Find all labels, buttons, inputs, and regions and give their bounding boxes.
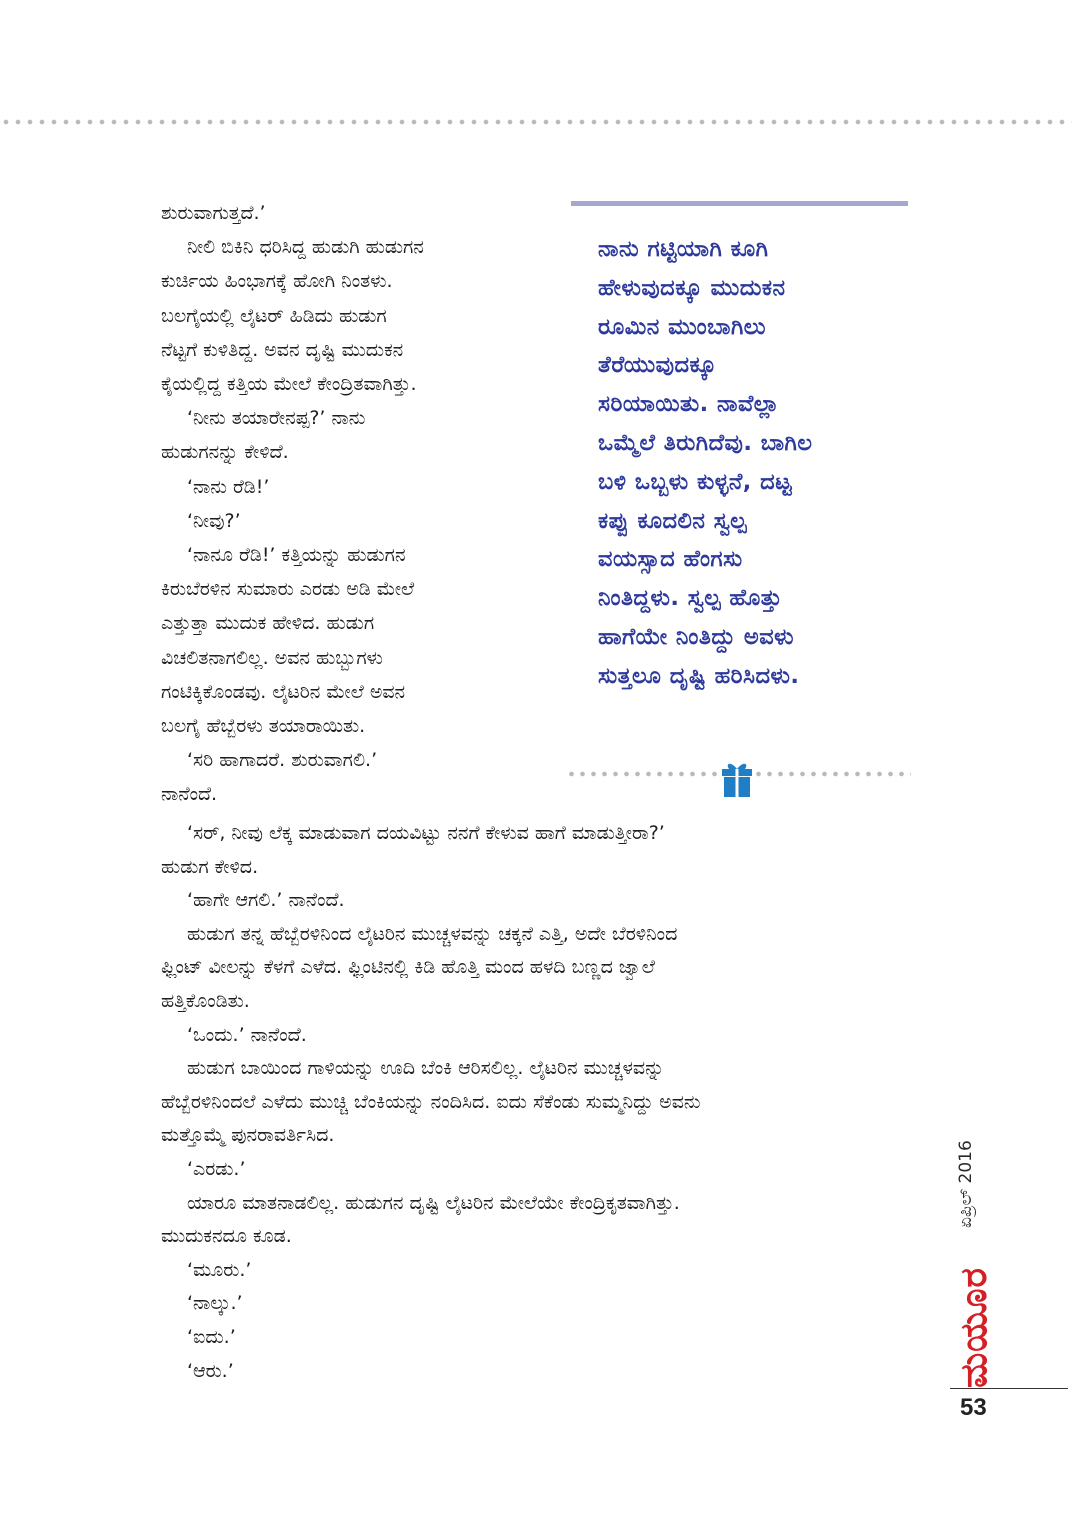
gift-box-icon	[720, 760, 754, 798]
pull-quote-rule	[571, 201, 908, 206]
body-text-line: ಗಂಟಿಕ್ಕಿಕೊಂಡವು. ಲೈಟರಿನ ಮೇಲೆ ಅವನ	[161, 680, 406, 703]
page-number-rule	[950, 1388, 1068, 1389]
body-text-line: ‘ನೀನು ತಯಾರೇನಪ್ಪ?’ ನಾನು	[187, 407, 366, 430]
body-text-line: ಮತ್ತೊಮ್ಮೆ ಪುನರಾವರ್ತಿಸಿದ.	[161, 1124, 335, 1147]
pull-quote-line: ಬಳಿ ಒಬ್ಬಳು ಕುಳ್ಳನೆ, ದಟ್ಟ	[598, 468, 793, 495]
body-text-line: ಮುದುಕನದೂ ಕೂಡ.	[161, 1225, 292, 1248]
pull-quote-line: ಹಾಗೆಯೇ ನಿಂತಿದ್ದು ಅವಳು	[598, 623, 795, 650]
full-width-text	[161, 817, 921, 1388]
pull-quote-line: ಸರಿಯಾಯಿತು. ನಾವೆಲ್ಲಾ	[598, 391, 780, 418]
body-text-line: ಕುರ್ಚಿಯ ಹಿಂಭಾಗಕ್ಕೆ ಹೋಗಿ ನಿಂತಳು.	[161, 270, 393, 293]
body-text-line: ಎತ್ತುತ್ತಾ ಮುದುಕ ಹೇಳಿದ. ಹುಡುಗ	[161, 612, 375, 635]
body-text-line: ಕಿರುಬೆರಳಿನ ಸುಮಾರು ಎರಡು ಅಡಿ ಮೇಲೆ	[161, 578, 415, 601]
body-text-line: ನೀಲಿ ಬಿಕಿನಿ ಧರಿಸಿದ್ದ ಹುಡುಗಿ ಹುಡುಗನ	[187, 236, 424, 259]
body-text-line: ಫ್ಲಿಂಟ್ ವೀಲನ್ನು ಕೆಳಗೆ ಎಳೆದ. ಫ್ಲಿಂಟಿನಲ್ಲಿ ಕಿಡಿ ಹೊತ್ತಿ ಮಂದ ಹಳದಿ ಬಣ್ಣದ ಜ್ವಾಲೆ	[161, 956, 655, 979]
pull-quote-line: ಒಮ್ಮೆಲೆ ತಿರುಗಿದೆವು. ಬಾಗಿಲ	[598, 429, 813, 456]
body-text-line: ಕೈಯಲ್ಲಿದ್ದ ಕತ್ತಿಯ ಮೇಲೆ ಕೇಂದ್ರಿತವಾಗಿತ್ತು.	[161, 373, 417, 396]
left-column-text	[161, 196, 561, 812]
body-text-line: ‘ನಾನೂ ರೆಡಿ!’ ಕತ್ತಿಯನ್ನು ಹುಡುಗನ	[187, 544, 406, 567]
body-text-line: ‘ಒಂದು.’ ನಾನೆಂದೆ.	[187, 1023, 307, 1046]
body-text-line: ‘ಎರಡು.’	[187, 1157, 246, 1180]
body-text-line: ಹುಡುಗ ಬಾಯಿಂದ ಗಾಳಿಯನ್ನು ಊದಿ ಬೆಂಕಿ ಆರಿಸಲಿಲ್ಲ. ಲೈಟರಿನ ಮುಚ್ಚಳವನ್ನು	[187, 1057, 665, 1080]
body-text-line: ಹೆಬ್ಬೆರಳಿನಿಂದಲೆ ಎಳೆದು ಮುಚ್ಚಿ ಬೆಂಕಿಯನ್ನು ನಂದಿಸಿದ. ಐದು ಸೆಕೆಂಡು ಸುಮ್ಮನಿದ್ದು ಅವನು	[161, 1090, 701, 1113]
pull-quote	[598, 230, 918, 696]
body-text-line: ಬಲಗೈಯಲ್ಲಿ ಲೈಟರ್ ಹಿಡಿದು ಹುಡುಗ	[161, 304, 387, 327]
body-text-line: ‘ಐದು.’	[187, 1325, 236, 1348]
pull-quote-line: ಕಪ್ಪು ಕೂದಲಿನ ಸ್ವಲ್ಪ	[598, 507, 747, 534]
body-text-line: ಹುಡುಗನನ್ನು ಕೇಳಿದೆ.	[161, 441, 289, 464]
body-text-line: ಬಲಗೈ ಹೆಬ್ಬೆರಳು ತಯಾರಾಯಿತು.	[161, 715, 366, 738]
pull-quote-line: ರೂಮಿನ ಮುಂಬಾಗಿಲು	[598, 313, 766, 340]
pull-quote-line: ಹೇಳುವುದಕ್ಕೂ ಮುದುಕನ	[598, 274, 786, 301]
body-text-line: ಶುರುವಾಗುತ್ತದೆ.’	[161, 202, 266, 224]
body-text-line: ‘ನಾನು ರೆಡಿ!’	[187, 475, 270, 498]
body-text-line: ನಾನೆಂದೆ.	[161, 783, 218, 806]
pull-quote-line: ತೆರೆಯುವುದಕ್ಕೂ	[598, 352, 717, 379]
body-text-line: ಹತ್ತಿಕೊಂಡಿತು.	[161, 989, 250, 1012]
top-dotted-rule	[0, 118, 1072, 126]
body-text-line: ‘ಮೂರು.’	[187, 1258, 252, 1281]
magazine-logo: ಮಯೂರ	[952, 1267, 995, 1388]
body-text-line: ಹುಡುಗ ತನ್ನ ಹೆಬ್ಬೆರಳಿನಿಂದ ಲೈಟರಿನ ಮುಚ್ಚಳವನ್ನು ಚಕ್ಕನೆ ಎತ್ತಿ, ಅದೇ ಬೆರಳಿನಿಂದ	[187, 922, 678, 945]
issue-date: ಏಪ್ರಿಲ್ 2016	[956, 1140, 976, 1228]
body-text-line: ‘ನಾಲ್ಕು.’	[187, 1292, 243, 1315]
body-text-line: ಹುಡುಗ ಕೇಳಿದ.	[161, 855, 259, 878]
pull-quote-line: ಸುತ್ತಲೂ ದೃಷ್ಟಿ ಹರಿಸಿದಳು.	[598, 662, 800, 689]
body-text-line: ‘ಸರಿ ಹಾಗಾದರೆ. ಶುರುವಾಗಲಿ.’	[187, 749, 378, 772]
pull-quote-line: ನಿಂತಿದ್ದಳು. ಸ್ವಲ್ಪ ಹೊತ್ತು	[598, 585, 783, 612]
body-text-line: ‘ಸರ್, ನೀವು ಲೆಕ್ಕ ಮಾಡುವಾಗ ದಯವಿಟ್ಟು ನನಗೆ ಕೇಳುವ ಹಾಗೆ ಮಾಡುತ್ತೀರಾ?’	[187, 822, 665, 844]
body-text-line: ನೆಟ್ಟಗೆ ಕುಳಿತಿದ್ದ. ಅವನ ದೃಷ್ಟಿ ಮುದುಕನ	[161, 338, 404, 361]
body-text-line: ‘ಹಾಗೇ ಆಗಲಿ.’ ನಾನೆಂದೆ.	[187, 889, 345, 912]
body-text-line: ವಿಚಲಿತನಾಗಲಿಲ್ಲ. ಅವನ ಹುಬ್ಬುಗಳು	[161, 646, 383, 669]
body-text-line: ಯಾರೂ ಮಾತನಾಡಲಿಲ್ಲ. ಹುಡುಗನ ದೃಷ್ಟಿ ಲೈಟರಿನ ಮೇಲೆಯೇ ಕೇಂದ್ರಿಕೃತವಾಗಿತ್ತು.	[187, 1191, 680, 1214]
body-text-line: ‘ಆರು.’	[187, 1359, 234, 1382]
pull-quote-line: ನಾನು ಗಟ್ಟಿಯಾಗಿ ಕೂಗಿ	[598, 236, 769, 262]
body-text-line: ‘ನೀವು?’	[187, 509, 241, 532]
page-number: 53	[960, 1394, 987, 1421]
pull-quote-line: ವಯಸ್ಸಾದ ಹೆಂಗಸು	[598, 546, 743, 573]
